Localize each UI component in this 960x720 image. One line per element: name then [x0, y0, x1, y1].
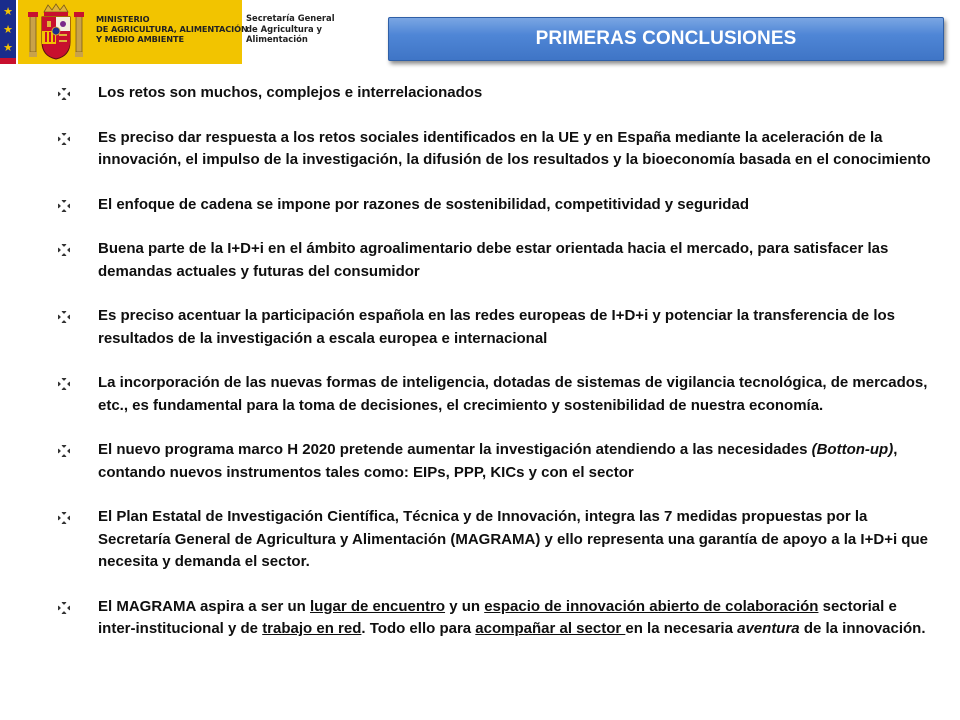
ministry-line: DE AGRICULTURA, ALIMENTACIÓN [96, 24, 248, 34]
conclusion-text: lugar de encuentro [310, 597, 446, 615]
conclusion-text: Los retos son muchos, complejos e interrelacionados [98, 84, 483, 101]
eu-flag-strip [0, 0, 16, 64]
four-diamond-bullet-icon [58, 88, 70, 100]
conclusion-text: de la innovación. [799, 620, 926, 637]
conclusion-text: , contando nuevos instrumentos tales como: EIPs, PPP, KICs y con el sector [98, 441, 898, 481]
conclusion-text: trabajo en red [262, 620, 362, 637]
conclusion-text: El enfoque de cadena se impone por razones de sostenibilidad, competitividad y seguridad [98, 195, 749, 213]
conclusion-item [58, 372, 938, 417]
ministry-line: Y MEDIO AMBIENTE [96, 34, 184, 44]
four-diamond-bullet-icon [58, 200, 70, 212]
ministry-line: MINISTERIO [96, 14, 150, 24]
conclusion-text: Buena parte de la I+D+i en el ámbito agroalimentario debe estar orientada hacia el mercado, para satisfacer las demandas actuales y futuras del consumidor [98, 240, 889, 280]
conclusion-item [58, 238, 938, 283]
conclusion-item [58, 82, 938, 105]
conclusion-text: Es preciso dar respuesta a los retos sociales identificados en la UE y en España mediante la aceleración de la innovación, el impulso de la investigación, la difusión de los resultados y la bioeconomía basada en el conocimiento [98, 128, 931, 168]
conclusion-item [58, 305, 938, 350]
slide-title: PRIMERAS CONCLUSIONES [535, 28, 797, 49]
conclusion-text: Es preciso acentuar la participación española en las redes europeas de I+D+i y potenciar la transferencia de los resultados de la investigación a escala europea e internacional [98, 307, 895, 347]
conclusion-text: El nuevo programa marco H 2020 pretende aumentar la investigación atendiendo a las necesidades [98, 441, 812, 458]
conclusion-text: La incorporación de las nuevas formas de inteligencia, dotadas de sistemas de vigilancia tecnológica, de mercados, etc., es fundamental para la toma de decisiones, el crecimiento y sostenibilidad de nuestra economía. [98, 374, 928, 414]
conclusion-text: y un [445, 597, 485, 615]
four-diamond-bullet-icon [58, 311, 70, 323]
coat-of-arms-icon [26, 2, 86, 62]
eu-star-icon: ★ [3, 5, 13, 18]
secretaria-line: de Agricultura y [246, 23, 322, 34]
conclusion-text: sectorial e inter-institucional y de [98, 597, 897, 637]
slide-title-bar [388, 17, 944, 61]
secretaria-line: Secretaría General [246, 13, 335, 23]
conclusion-item [58, 194, 938, 217]
four-diamond-bullet-icon [58, 602, 70, 614]
conclusion-text: . Todo ello para [361, 620, 476, 637]
conclusion-text: en la necesaria [625, 620, 738, 637]
ministry-name [96, 14, 248, 44]
four-diamond-bullet-icon [58, 133, 70, 145]
secretaria-name [246, 13, 335, 45]
flag-stripe [0, 58, 16, 64]
four-diamond-bullet-icon [58, 378, 70, 390]
secretaria-line: Alimentación [246, 34, 308, 44]
conclusion-item [58, 596, 938, 641]
conclusion-text: (Botton-up) [811, 441, 894, 458]
eu-star-icon: ★ [3, 23, 13, 36]
four-diamond-bullet-icon [58, 512, 70, 524]
conclusion-item [58, 439, 938, 484]
conclusion-text: aventura [737, 620, 800, 637]
four-diamond-bullet-icon [58, 244, 70, 256]
conclusions-list [58, 82, 938, 641]
eu-star-icon: ★ [3, 41, 13, 54]
conclusion-item [58, 127, 938, 172]
conclusion-text: El MAGRAMA aspira a ser un [98, 597, 310, 615]
conclusion-text: acompañar al sector [475, 620, 626, 637]
four-diamond-bullet-icon [58, 445, 70, 457]
conclusion-text: espacio de innovación abierto de colaboración [484, 597, 819, 615]
conclusion-text: El Plan Estatal de Investigación Científica, Técnica y de Innovación, integra las 7 medidas propuestas por la Secretaría General de Agricultura y Alimentación (MAGRAMA) y ello representa una garantía de apoyo a la I+D+i que necesita y demanda el sector. [98, 508, 928, 570]
conclusion-item [58, 506, 938, 574]
